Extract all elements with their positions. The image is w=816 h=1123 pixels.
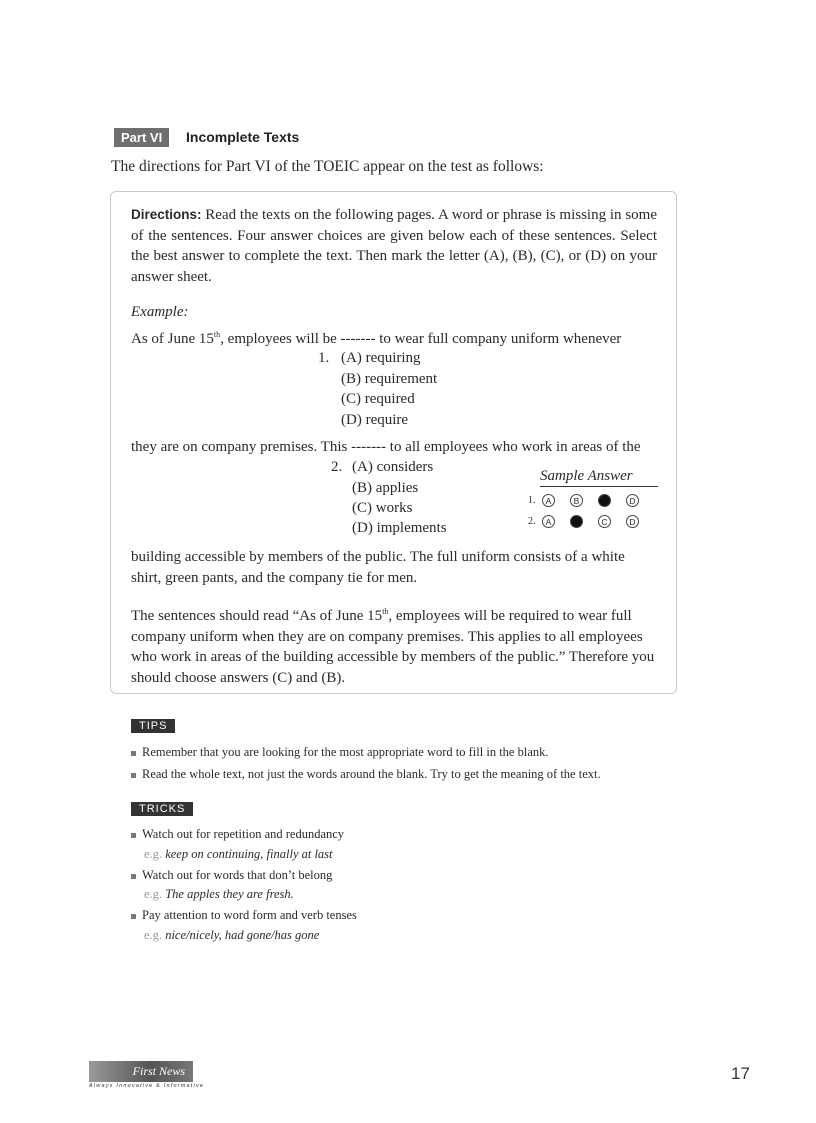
tip-item: Remember that you are looking for the most appropriate word to fill in the blank. <box>131 745 549 760</box>
directions-paragraph <box>131 205 657 287</box>
q1-option-b: (B) requirement <box>341 371 438 387</box>
sample-row-2 <box>528 515 654 528</box>
tips-label: TIPS <box>131 719 175 733</box>
directions-label: Directions: <box>131 207 202 222</box>
sample-row-number: 1. <box>528 495 536 506</box>
example-line-1: As of June 15th, employees will be ------- to wear full company uniform whenever <box>131 330 622 347</box>
explanation-paragraph: The sentences should read “As of June 15th, employees will be required to wear full company uniform when they are on company premises. This applies to all employees who work in areas of the building accessible by members of the public.” Therefore you should choose answers (C) and (B). <box>131 607 655 686</box>
sample-answer-title: Sample Answer <box>540 468 658 487</box>
example-line-2: they are on company premises. This ------- to all employees who work in areas of the <box>131 439 641 455</box>
intro-text: The directions for Part VI of the TOEIC appear on the test as follows: <box>111 158 544 175</box>
q1-option-c: (C) required <box>341 391 415 407</box>
example-label: Example: <box>131 304 189 320</box>
section-title: Incomplete Texts <box>186 129 300 145</box>
example-line-3: building accessible by members of the public. The full uniform consists of a white shirt, green pants, and the company tie for men. <box>131 549 625 586</box>
sample-row-1 <box>528 494 654 507</box>
bullet-icon <box>131 833 136 838</box>
trick-item: Watch out for repetition and redundancy <box>131 827 344 842</box>
trick-example: e.g. keep on continuing, finally at last <box>144 847 333 861</box>
publisher-tagline: Always Innovative & Informative <box>89 1083 205 1089</box>
bubble-d: D <box>626 494 639 507</box>
q2-option-a: (A) considers <box>352 459 434 475</box>
trick-example: e.g. The apples they are fresh. <box>144 887 294 901</box>
q1-option-d: (D) require <box>341 412 409 428</box>
q2-option-c: (C) works <box>352 500 413 516</box>
part-label: Part VI <box>114 128 169 147</box>
bubble-b: B <box>570 515 583 528</box>
bubble-d: D <box>626 515 639 528</box>
sample-row-number: 2. <box>528 516 536 527</box>
bubble-c: C <box>598 515 611 528</box>
directions-text: Read the texts on the following pages. A word or phrase is missing in some of the sentences. Four answer choices are given below each of these sentences. Select the best answer to complete the text. Then mark the letter (A), (B), (C), or (D) on your answer sheet. <box>131 207 657 285</box>
page-number: 17 <box>731 1064 750 1083</box>
publisher-logo: First News <box>89 1061 193 1082</box>
bubble-c: C <box>598 494 611 507</box>
question-1-number: 1. <box>318 350 330 366</box>
q1-option-a: (A) requiring <box>341 350 421 366</box>
bullet-icon <box>131 751 136 756</box>
bullet-icon <box>131 773 136 778</box>
bullet-icon <box>131 914 136 919</box>
bullet-icon <box>131 874 136 879</box>
tricks-label: TRICKS <box>131 802 193 816</box>
bubble-a: A <box>542 515 555 528</box>
trick-item: Pay attention to word form and verb tenses <box>131 908 357 923</box>
question-2-number: 2. <box>331 459 343 475</box>
tip-item: Read the whole text, not just the words around the blank. Try to get the meaning of the text. <box>131 767 601 782</box>
trick-example: e.g. nice/nicely, had gone/has gone <box>144 928 320 942</box>
q2-option-b: (B) applies <box>352 480 419 496</box>
trick-item: Watch out for words that don’t belong <box>131 868 332 883</box>
bubble-a: A <box>542 494 555 507</box>
q2-option-d: (D) implements <box>352 520 447 536</box>
bubble-b: B <box>570 494 583 507</box>
